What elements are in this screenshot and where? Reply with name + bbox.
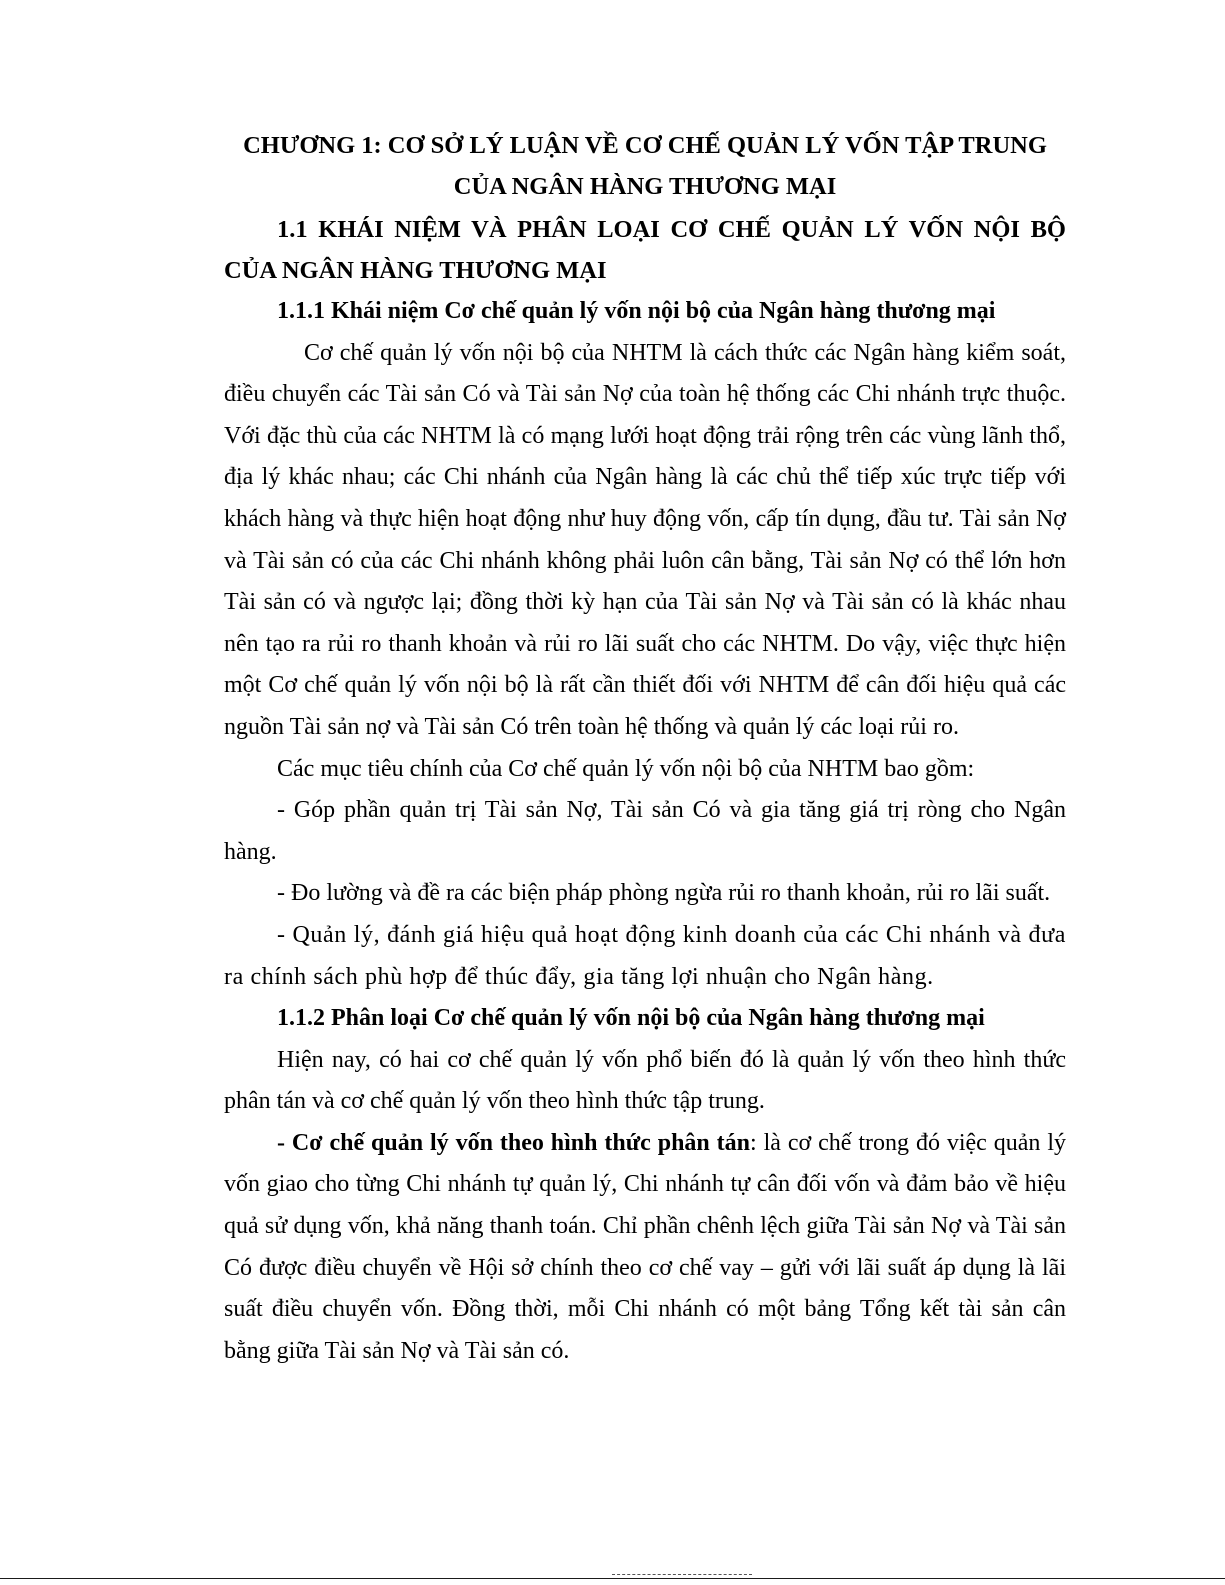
objective-item-3: - Quản lý, đánh giá hiệu quả hoạt động kinh doanh của các Chi nhánh và đưa ra chính sách phù hợp để thúc đẩy, gia tăng lợi nhuận cho Ngân hàng. <box>224 921 1066 990</box>
objectives-intro: Các mục tiêu chính của Cơ chế quản lý vốn nội bộ của NHTM bao gồm: <box>277 755 975 782</box>
classification-intro: Hiện nay, có hai cơ chế quản lý vốn phổ biến đó là quản lý vốn theo hình thức phân tán và cơ chế quản lý vốn theo hình thức tập trung. <box>224 1046 1066 1115</box>
decentralized-mechanism-paragraph <box>224 1123 1066 1373</box>
objective-item-1: - Góp phần quản trị Tài sản Nợ, Tài sản Có và gia tăng giá trị ròng cho Ngân hàng. <box>224 797 1066 865</box>
decentralized-mechanism-definition: : là cơ chế trong đó việc quản lý vốn giao cho từng Chi nhánh tự quản lý, Chi nhánh tự cân đối vốn và đảm bảo về hiệu quả sử dụng vốn, khả năng thanh toán. Chỉ phần chênh lệch giữa Tài sản Nợ và Tài sản Có được điều chuyển về Hội sở chính theo cơ chế vay – gửi với lãi suất áp dụng là lãi suất điều chuyển vốn. Đồng thời, mỗi Chi nhánh có một bảng Tổng kết tài sản cân bằng giữa Tài sản Nợ và Tài sản có. <box>224 1129 1066 1364</box>
section-1-1-1-heading: 1.1.1 Khái niệm Cơ chế quản lý vốn nội bộ của Ngân hàng thương mại <box>277 298 996 324</box>
page-content <box>224 125 1066 1372</box>
section-1-1-2-heading: 1.1.2 Phân loại Cơ chế quản lý vốn nội bộ của Ngân hàng thương mại <box>277 1005 985 1032</box>
concept-paragraph: Cơ chế quản lý vốn nội bộ của NHTM là cách thức các Ngân hàng kiểm soát, điều chuyển các Tài sản Có và Tài sản Nợ của toàn hệ thống các Chi nhánh trực thuộc. Với đặc thù của các NHTM là có mạng lưới hoạt động trải rộng trên các vùng lãnh thổ, địa lý khác nhau; các Chi nhánh của Ngân hàng là các chủ thể tiếp xúc trực tiếp với khách hàng và thực hiện hoạt động như huy động vốn, cấp tín dụng, đầu tư. Tài sản Nợ và Tài sản có của các Chi nhánh không phải luôn cân bằng, Tài sản Nợ có thể lớn hơn Tài sản có và ngược lại; đồng thời kỳ hạn của Tài sản Nợ và Tài sản có là khác nhau nên tạo ra rủi ro thanh khoản và rủi ro lãi suất cho các NHTM. Do vậy, việc thực hiện một Cơ chế quản lý vốn nội bộ là rất cần thiết đối với NHTM để cân đối hiệu quả các nguồn Tài sản nợ và Tài sản Có trên toàn hệ thống và quản lý các loại rủi ro. <box>224 339 1066 740</box>
footer-rule <box>0 1578 1225 1579</box>
footer-dashed-rule <box>612 1574 752 1575</box>
decentralized-mechanism-term: - Cơ chế quản lý vốn theo hình thức phân tán <box>277 1129 751 1156</box>
objective-item-2: - Đo lường và đề ra các biện pháp phòng ngừa rủi ro thanh khoản, rủi ro lãi suất. <box>277 880 1051 907</box>
chapter-title-line-1: CHƯƠNG 1: CƠ SỞ LÝ LUẬN VỀ CƠ CHẾ QUẢN LÝ VỐN TẬP TRUNG <box>243 132 1047 159</box>
chapter-title-line-2: CỦA NGÂN HÀNG THƯƠNG MẠI <box>453 173 837 200</box>
section-1-1-heading: 1.1 KHÁI NIỆM VÀ PHÂN LOẠI CƠ CHẾ QUẢN LÝ VỐN NỘI BỘ CỦA NGÂN HÀNG THƯƠNG MẠI <box>224 216 1066 284</box>
